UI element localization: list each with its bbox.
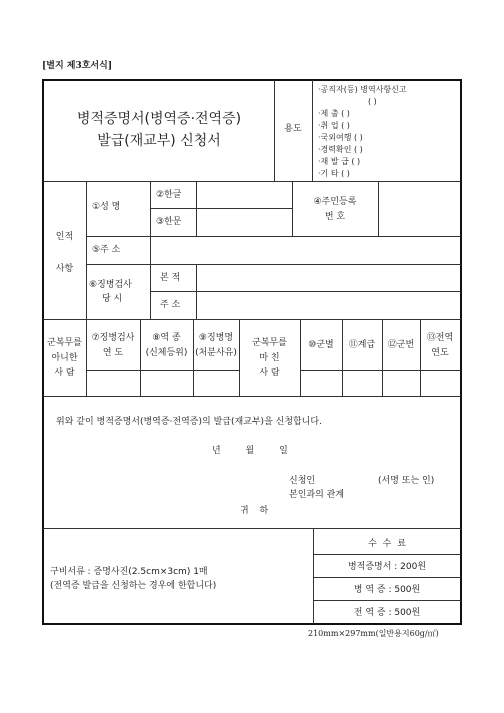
purpose-item: ·국외여행 ( ): [318, 133, 363, 142]
documents-line1: 구비서류 : 증명사진(2.5cm×3cm) 1매: [50, 567, 208, 577]
divider: [86, 181, 87, 319]
address-label: ⑤주 소: [92, 245, 121, 255]
signature-label: (서명 또는 인): [378, 476, 435, 486]
discharge-year-field[interactable]: [421, 371, 460, 395]
fees-header: 수 수 료: [368, 539, 406, 549]
frame-left: [42, 79, 44, 625]
divider: [313, 577, 461, 578]
divider: [43, 396, 461, 397]
exam-address-label: 주 소: [160, 300, 181, 310]
purpose-item: ·제 출 ( ): [318, 109, 350, 118]
applicant-label: 신청인: [289, 476, 316, 486]
documents-line2: (전역증 발급을 신청하는 경우에 한합니다): [50, 581, 217, 591]
fee-item: 병 역 증 : 500원: [353, 585, 421, 595]
divider: [312, 80, 313, 181]
serial-field[interactable]: [383, 371, 420, 395]
form-number-label: [별지 제3호서식]: [42, 61, 113, 71]
resident-number-field[interactable]: [379, 182, 460, 235]
divider: [313, 600, 461, 601]
domicile-label: 본 적: [160, 273, 181, 283]
exemption-label: (처분사유): [195, 348, 237, 358]
discharge-year-label: ⑬전역: [426, 333, 454, 343]
request-statement: 위와 같이 병적증명서(병역증·전역증)의 발급(재교부)을 신청합니다.: [56, 417, 322, 427]
divider: [43, 528, 461, 529]
purpose-item: ·경력확인 ( ): [318, 145, 363, 154]
branch-label: ⑩군별: [308, 340, 334, 350]
fee-item: 병적증명서 : 200원: [347, 562, 427, 572]
exam-time-label: 당 시: [102, 294, 123, 304]
domicile-field[interactable]: [197, 265, 460, 291]
exam-year-label: 연 도: [102, 348, 124, 358]
personal-section-label: 사항: [55, 264, 74, 274]
exam-address-field[interactable]: [197, 292, 460, 318]
service-label: 마 친: [259, 353, 280, 363]
purpose-label: 용도: [284, 124, 302, 134]
form-title-line2: 발급(재교부) 신청서: [97, 133, 221, 149]
address-field[interactable]: [151, 237, 460, 263]
purpose-item: ·기 타 ( ): [318, 169, 350, 178]
resident-number-label: ④주민등록: [313, 197, 357, 207]
service-label: 사 람: [259, 368, 280, 378]
exemption-label: ⑨징병명: [198, 333, 234, 343]
fee-item: 전 역 증 : 500원: [353, 608, 421, 618]
exam-year-field[interactable]: [87, 371, 140, 395]
relation-label: 본인과의 관계: [289, 490, 345, 500]
discharge-year-label: 연도: [431, 348, 449, 358]
hangul-label: ②한글: [156, 190, 182, 200]
name-label: ①성 명: [92, 202, 121, 212]
service-label: 군복무를: [252, 338, 287, 348]
hanja-name-field[interactable]: [197, 209, 292, 235]
applicant-name-field[interactable]: [322, 472, 376, 488]
hangul-name-field[interactable]: [197, 182, 292, 208]
frame-top: [42, 79, 462, 81]
divider: [292, 181, 293, 236]
frame-right: [460, 79, 462, 625]
nonservice-label: 사 람: [54, 368, 75, 378]
rank-label: ⑪계급: [348, 340, 376, 350]
purpose-item: ·공직자(등) 병역사항신고: [318, 85, 407, 94]
rank-field[interactable]: [343, 371, 382, 395]
divider: [313, 554, 461, 555]
divider: [43, 319, 461, 320]
frame-bottom: [42, 623, 462, 625]
addressee-label: 귀 하: [240, 506, 269, 516]
service-type-field[interactable]: [141, 371, 193, 395]
purpose-item: ·취 업 ( ): [318, 121, 350, 130]
service-type-label: ⑧역 종: [152, 333, 181, 343]
paper-size-note: 210mm×297mm(일반용지60g/㎡): [308, 629, 439, 638]
hanja-label: ③한문: [156, 217, 182, 227]
exemption-field[interactable]: [194, 371, 239, 395]
personal-section-label: 인적: [55, 232, 74, 242]
nonservice-label: 군복무를: [47, 338, 82, 348]
relation-field[interactable]: [348, 487, 418, 503]
service-type-label: (신체등위): [145, 348, 188, 358]
branch-field[interactable]: [301, 371, 342, 395]
resident-number-label: 번 호: [324, 212, 346, 222]
serial-label: ⑫군번: [387, 340, 415, 350]
exam-time-label: ⑥징병검사: [89, 280, 132, 290]
nonservice-label: 아니한: [51, 353, 78, 363]
form-title-line1: 병적증명서(병역증·전역증): [76, 111, 242, 127]
exam-year-label: ⑦징병검사: [91, 333, 135, 343]
purpose-item: ·재 발 급 ( ): [318, 157, 361, 166]
purpose-item: ( ): [368, 97, 377, 106]
request-date: 년 월 일: [212, 446, 288, 456]
